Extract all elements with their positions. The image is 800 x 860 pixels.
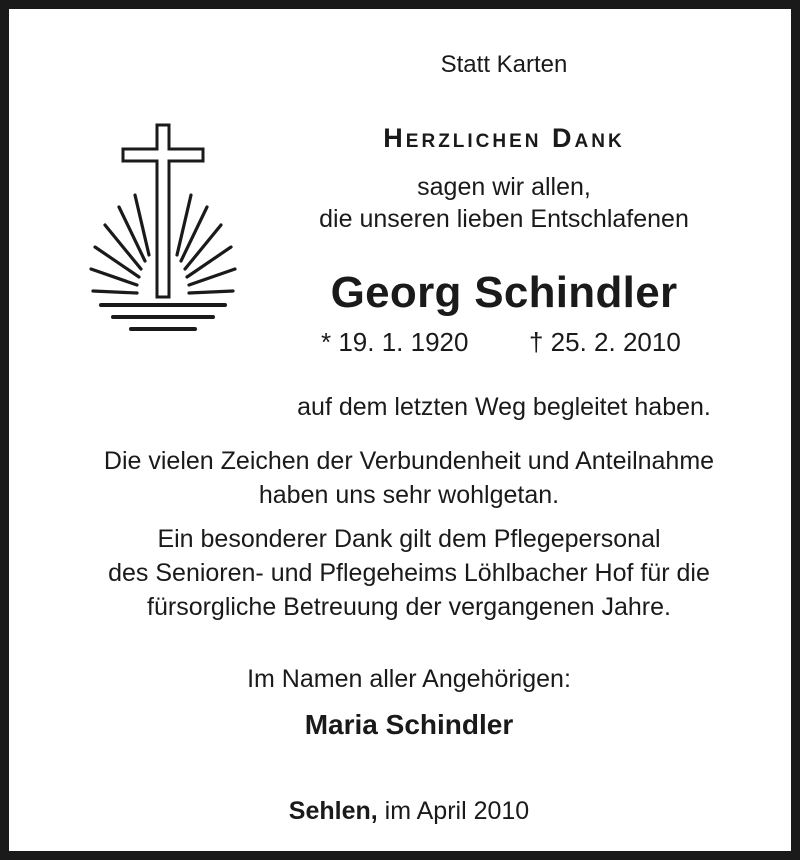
signer-name: Maria Schindler <box>304 709 514 740</box>
intro-line-1: sagen wir allen, <box>417 173 591 201</box>
on-behalf-line: Im Namen aller Angehörigen: <box>247 665 571 693</box>
place-date-line <box>9 799 800 824</box>
paragraph1-line: Die vielen Zeichen der Verbundenheit und Anteilnahme <box>103 447 715 475</box>
paragraph2-line: des Senioren- und Pflegeheims Löhlbacher Hof für die <box>108 559 710 587</box>
place-name: Sehlen, <box>288 797 378 825</box>
deceased-name: Georg Schindler <box>330 268 678 317</box>
birth-date: * 19. 1. 1920 <box>321 327 469 357</box>
statt-karten-text: Statt Karten <box>440 51 568 78</box>
intro-line-2: die unseren lieben Entschlafenen <box>319 205 689 233</box>
paragraph2-line: fürsorgliche Betreuung der vergangenen Jahre. <box>147 593 671 621</box>
paragraph1-line: haben uns sehr wohlgetan. <box>258 481 560 509</box>
accompanied-line: auf dem letzten Weg begleitet haben. <box>297 393 711 421</box>
heading-herzlichen-dank: Herzlichen Dank <box>383 123 625 153</box>
death-date: † 25. 2. 2010 <box>529 327 681 357</box>
paragraph2-line: Ein besonderer Dank gilt dem Pflegepersonal <box>157 525 661 553</box>
date-text: im April 2010 <box>384 797 530 825</box>
